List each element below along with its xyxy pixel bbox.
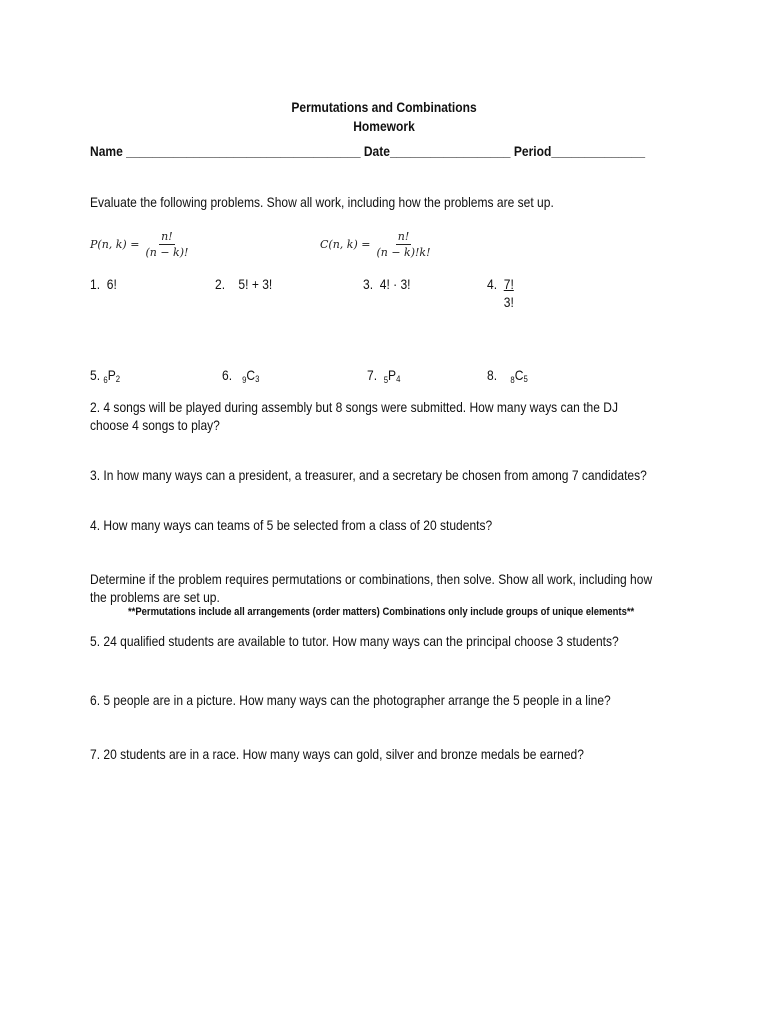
section1-instructions: Evaluate the following problems. Show all work, including how the problems are set up.: [90, 194, 554, 210]
problem-4: [487, 276, 514, 310]
problem-4-numerator: 7!: [503, 276, 514, 292]
problem-k-value: 4: [396, 374, 401, 384]
period-label: Period: [513, 143, 552, 159]
problem-operator: C: [246, 367, 256, 383]
word-problem-2-line-2: choose 4 songs to play?: [90, 417, 220, 433]
problem-operator: C: [514, 367, 524, 383]
period-field[interactable]: ______________: [551, 143, 646, 159]
combination-formula-numerator: n!: [397, 230, 410, 243]
section2-instructions-line-2: the problems are set up.: [90, 589, 220, 605]
problem-k-value: 2: [115, 374, 121, 384]
date-field[interactable]: __________________: [389, 143, 511, 159]
problem-number: 3.: [363, 276, 374, 292]
page-subtitle: Homework: [353, 118, 415, 134]
permutation-combination-note: **Permutations include all arrangements (order matters) Combinations only include groups of unique elements**: [128, 606, 635, 618]
problem-expression: 6!: [106, 276, 117, 292]
problem-k-value: 3: [255, 374, 260, 384]
problem-number: 4.: [487, 276, 498, 292]
problem-2: [215, 276, 272, 292]
problem-8: [487, 367, 528, 385]
problem-n-value: 8: [510, 375, 515, 385]
permutation-formula-fraction: [143, 230, 190, 259]
permutation-formula: [90, 230, 190, 259]
combination-formula-fraction: [374, 230, 432, 259]
problem-number: 7.: [367, 367, 378, 383]
problem-number: 5.: [90, 367, 101, 383]
section2-problem-7: 7. 20 students are in a race. How many ways can gold, silver and bronze medals be earned?: [90, 746, 584, 762]
problem-n-value: 5: [383, 375, 389, 385]
problem-4-denominator: 3!: [503, 294, 514, 310]
problem-6: [222, 367, 259, 385]
problem-5: [90, 367, 120, 385]
permutation-formula-numerator: n!: [161, 230, 173, 243]
combination-formula-denominator: (n − k)!k!: [376, 246, 431, 259]
problem-number: 2.: [215, 276, 226, 292]
problem-expression: 4! · 3!: [379, 276, 411, 292]
problem-n-value: 6: [103, 375, 108, 385]
problem-operator: P: [388, 367, 397, 383]
permutation-formula-lhs: P(n, k) =: [90, 238, 140, 251]
word-problem-3: 3. In how many ways can a president, a treasurer, and a secretary be chosen from among 7 candidates?: [90, 467, 647, 483]
date-label: Date: [363, 143, 390, 159]
problem-number: 8.: [487, 367, 498, 383]
problem-n-value: 9: [242, 375, 247, 385]
problem-k-value: 5: [523, 374, 528, 384]
problem-3: [363, 276, 411, 292]
word-problem-4: 4. How many ways can teams of 5 be selected from a class of 20 students?: [90, 517, 493, 533]
name-date-period-line: [90, 143, 645, 159]
permutation-formula-denominator: (n − k)!: [145, 246, 189, 259]
word-problem-2-line-1: 2. 4 songs will be played during assembly but 8 songs were submitted. How many ways can the DJ: [90, 399, 619, 415]
problem-number: 1.: [90, 276, 101, 292]
problem-1: [90, 276, 117, 292]
problem-operator: P: [107, 367, 116, 383]
problem-4-fraction: [504, 276, 514, 310]
combination-formula-lhs: C(n, k) =: [320, 238, 371, 251]
page-title: Permutations and Combinations: [291, 99, 477, 115]
combination-formula: [320, 230, 433, 259]
problem-expression: 5! + 3!: [238, 276, 273, 292]
section2-instructions-line-1: Determine if the problem requires permutations or combinations, then solve. Show all work, including how: [90, 571, 653, 587]
name-label: Name: [90, 143, 123, 159]
problem-number: 6.: [222, 367, 233, 383]
section2-problem-5: 5. 24 qualified students are available to tutor. How many ways can the principal choose 3 students?: [90, 633, 619, 649]
name-field[interactable]: ___________________________________: [126, 143, 361, 159]
section2-problem-6: 6. 5 people are in a picture. How many ways can the photographer arrange the 5 people in a line?: [90, 692, 611, 708]
problem-7: [367, 367, 400, 385]
